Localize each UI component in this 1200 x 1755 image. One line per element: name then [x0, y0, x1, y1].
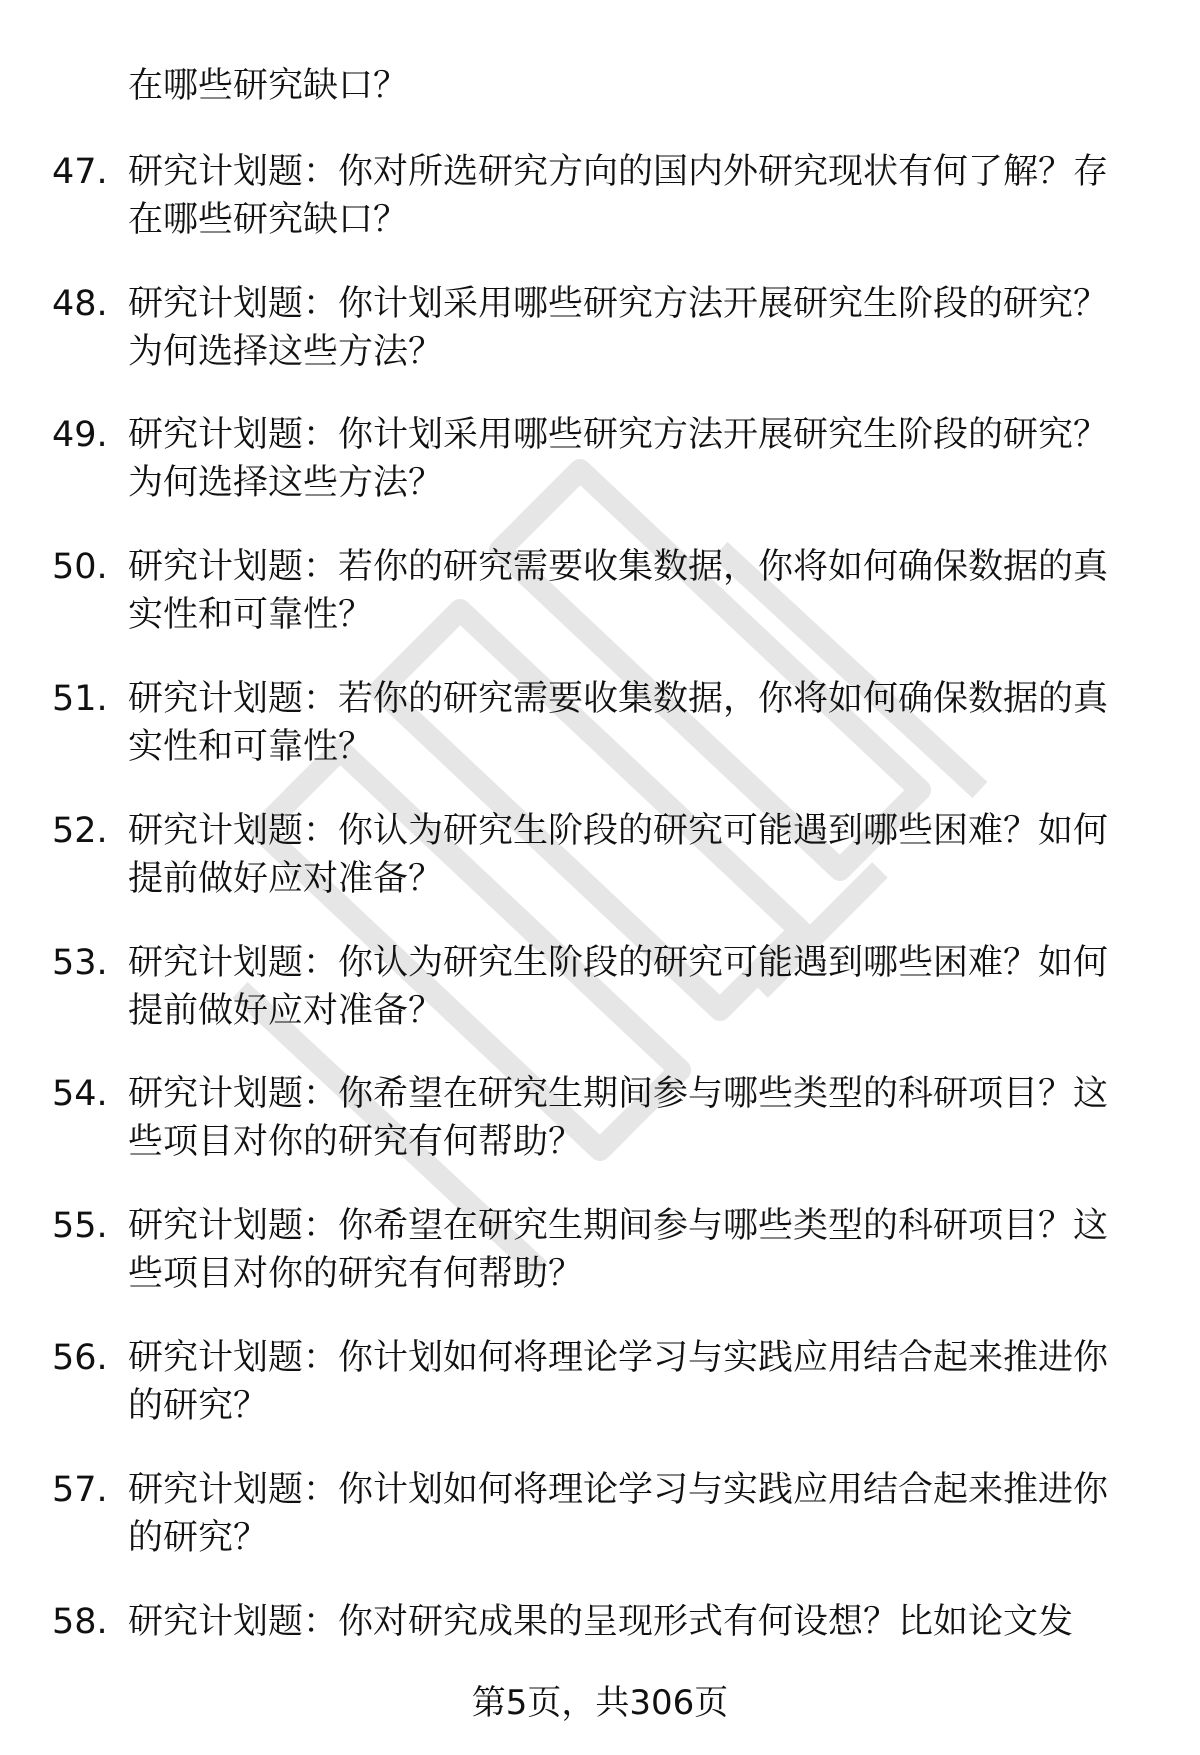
item-text: 研究计划题：你计划如何将理论学习与实践应用结合起来推进你 的研究？: [128, 1338, 1109, 1426]
item-text: 研究计划题：你计划如何将理论学习与实践应用结合起来推进你 的研究？: [128, 1470, 1109, 1558]
item-text: 研究计划题：你认为研究生阶段的研究可能遇到哪些困难？如何 提前做好应对准备？: [128, 943, 1109, 1031]
item-text: 研究计划题：你希望在研究生期间参与哪些类型的科研项目？这 些项目对你的研究有何帮助？: [128, 1074, 1109, 1162]
item-number: 57.: [52, 1470, 108, 1510]
item-number: 50.: [52, 547, 108, 587]
item-text: 研究计划题：你希望在研究生期间参与哪些类型的科研项目？这 些项目对你的研究有何帮助？: [128, 1206, 1109, 1294]
page-footer: 第5页，共306页: [471, 1683, 729, 1723]
item-number: 58.: [52, 1602, 108, 1642]
item-text: 研究计划题：你计划采用哪些研究方法开展研究生阶段的研究？ 为何选择这些方法？: [128, 415, 1109, 503]
item-number: 49.: [52, 415, 108, 455]
item-text: 研究计划题：你对研究成果的呈现形式有何设想？比如论文发: [128, 1602, 1074, 1642]
item-text: 研究计划题：你对所选研究方向的国内外研究现状有何了解？存 在哪些研究缺口？: [128, 152, 1109, 240]
item-text: 研究计划题：你认为研究生阶段的研究可能遇到哪些困难？如何 提前做好应对准备？: [128, 811, 1109, 899]
item-number: 48.: [52, 284, 108, 324]
item-text: 研究计划题：你计划采用哪些研究方法开展研究生阶段的研究？ 为何选择这些方法？: [128, 284, 1109, 372]
item-number: 54.: [52, 1074, 108, 1114]
item-number: 51.: [52, 679, 108, 719]
item-number: 53.: [52, 943, 108, 983]
item-text: 研究计划题：若你的研究需要收集数据，你将如何确保数据的真 实性和可靠性？: [128, 679, 1109, 767]
item-number: 47.: [52, 152, 108, 192]
item-number: 55.: [52, 1206, 108, 1246]
item-number: 52.: [52, 811, 108, 851]
item-number: 56.: [52, 1338, 108, 1378]
item-text: 研究计划题：若你的研究需要收集数据，你将如何确保数据的真 实性和可靠性？: [128, 547, 1109, 635]
continued-question-text: 在哪些研究缺口？: [128, 66, 409, 106]
